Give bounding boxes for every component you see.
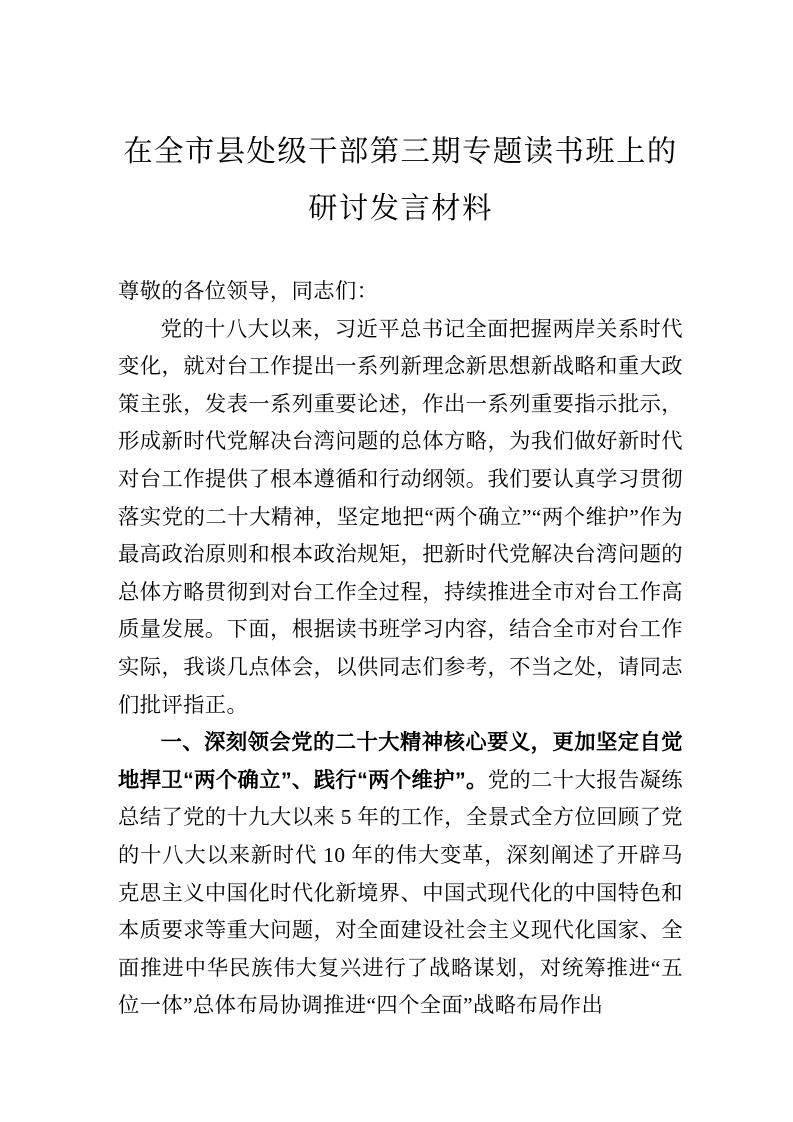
section-1-heading: 一、深刻领会党的二十大精神核心要义，更加坚定自觉地捍卫“两个确立”、践行“两个维护”。 — [118, 730, 683, 792]
salutation-line: 尊敬的各位领导，同志们： — [118, 279, 379, 303]
paragraph-section-1 — [118, 724, 683, 1025]
document-body — [118, 273, 683, 1025]
document-title — [118, 124, 683, 238]
paragraph-intro: 党的十八大以来，习近平总书记全面把握两岸关系时代变化，就对台工作提出一系列新理念新思想新战略和重大政策主张，发表一系列重要论述，作出一系列重要指示批示，形成新时代党解决台湾问题的总体方略，为我们做好新时代对台工作提供了根本遵循和行动纲领。我们要认真学习贯彻落实党的二十大精神，坚定地把“两个确立”“两个维护”作为最高政治原则和根本政治规矩，把新时代党解决台湾问题的总体方略贯彻到对台工作全过程，持续推进全市对台工作高质量发展。下面，根据读书班学习内容，结合全市对台工作实际，我谈几点体会，以供同志们参考，不当之处，请同志们批评指正。 — [118, 316, 683, 717]
document-title-line-1: 在全市县处级干部第三期专题读书班上的 — [123, 136, 678, 168]
section-1-text: 党的二十大报告凝练总结了党的十九大以来 5 年的工作，全景式全方位回顾了党的十八大以来新时代 10 年的伟大变革，深刻阐述了开辟马克思主义中国化时代化新境界、中国式现代化的中国特色和本质要求等重大问题，对全面建设社会主义现代化国家、全面推进中华民族伟大复兴进行了战略谋划，对统筹推进“五位一体”总体布局协调推进“四个全面”战略布局作出 — [118, 767, 683, 1018]
document-title-line-2: 研讨发言材料 — [308, 193, 493, 225]
